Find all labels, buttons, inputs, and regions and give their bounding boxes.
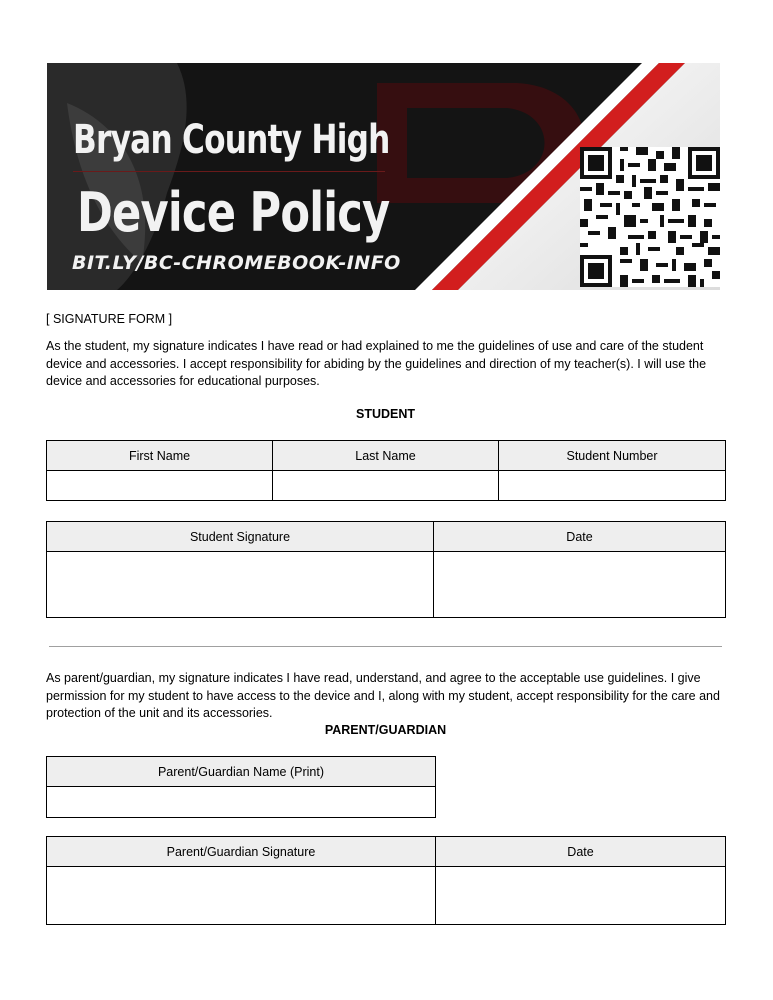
parent-name-header: Parent/Guardian Name (Print): [47, 757, 436, 787]
student-signature-header: Student Signature: [47, 522, 434, 552]
first-name-header: First Name: [47, 441, 273, 471]
student-signature-table: [46, 521, 726, 618]
section-label: [ SIGNATURE FORM ]: [46, 312, 173, 326]
first-name-field[interactable]: [47, 471, 273, 501]
student-heading: STUDENT: [355, 407, 416, 421]
parent-signature-field[interactable]: [47, 867, 436, 925]
parent-name-field[interactable]: [47, 787, 436, 818]
student-number-field[interactable]: [499, 471, 726, 501]
student-number-header: Student Number: [499, 441, 726, 471]
parent-heading: PARENT/GUARDIAN: [324, 723, 447, 737]
student-date-field[interactable]: [434, 552, 726, 618]
student-signature-field[interactable]: [47, 552, 434, 618]
section-divider: [49, 646, 722, 647]
parent-signature-header: Parent/Guardian Signature: [47, 837, 436, 867]
student-date-header: Date: [434, 522, 726, 552]
last-name-header: Last Name: [273, 441, 499, 471]
student-info-table: [46, 440, 726, 501]
banner-url: BIT.LY/BC-CHROMEBOOK-INFO: [72, 252, 401, 274]
qr-code-icon: [580, 147, 720, 287]
parent-name-table: [46, 756, 436, 818]
header-banner: [47, 63, 720, 290]
student-paragraph: As the student, my signature indicates I have read or had explained to me the guidelines of use and care of the student device and accessories. I accept responsibility for abiding by the guidelines and direction of my teacher(s). I will use the device and accessories for educational purposes.: [46, 339, 707, 388]
banner-title-line2: Device Policy: [77, 181, 390, 244]
parent-paragraph: As parent/guardian, my signature indicates I have read, understand, and agree to the acceptable use guidelines. I give permission for my student to have access to the device and I, along with my student, accept responsibility for the care and protection of the unit and its accessories.: [46, 671, 720, 720]
parent-date-field[interactable]: [436, 867, 726, 925]
last-name-field[interactable]: [273, 471, 499, 501]
banner-title-divider: [73, 171, 385, 172]
parent-signature-table: [46, 836, 726, 925]
parent-date-header: Date: [436, 837, 726, 867]
banner-title-line1: Bryan County High: [73, 117, 390, 163]
